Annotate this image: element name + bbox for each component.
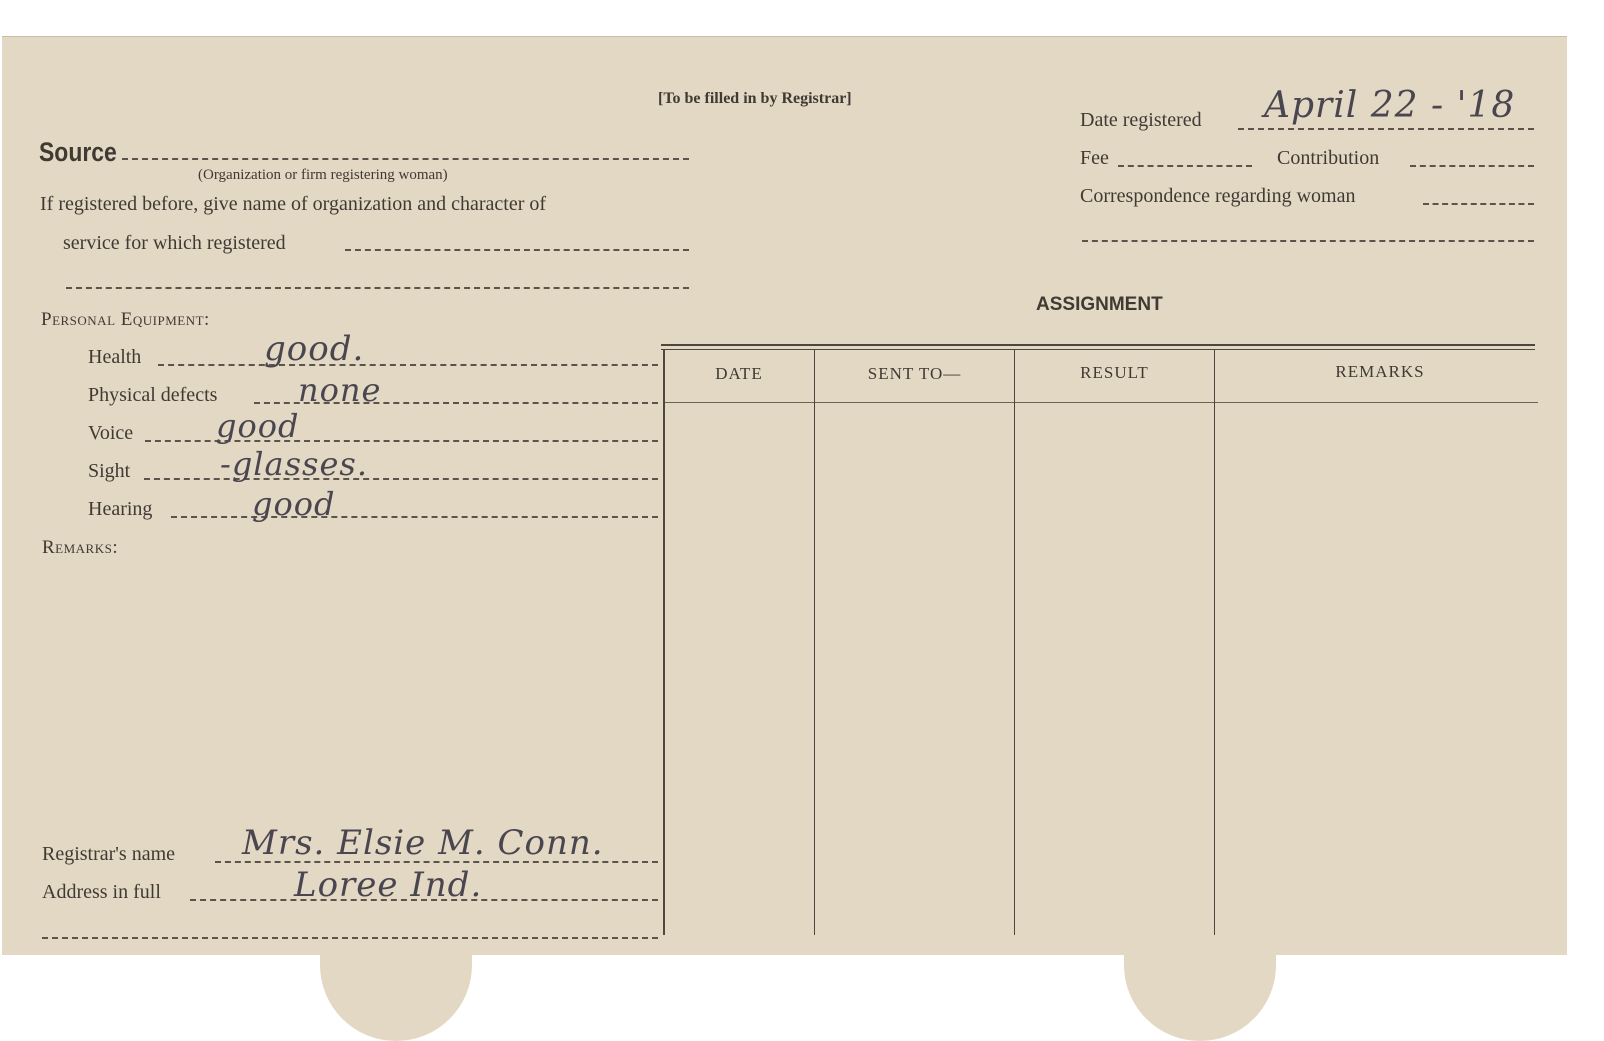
health-label: Health	[88, 346, 142, 368]
bottom-line	[42, 937, 658, 939]
physical-defects-value: none	[298, 371, 382, 409]
registrar-name-value: Mrs. Elsie M. Conn.	[242, 823, 604, 863]
column-date: DATE	[715, 364, 763, 383]
personal-equipment-heading: Personal Equipment:	[41, 309, 210, 330]
correspondence-label: Correspondence regarding woman	[1080, 185, 1356, 207]
assignment-col-line-1	[663, 349, 665, 935]
card-tab-left	[320, 955, 472, 1041]
prior-service-label: service for which registered	[63, 232, 286, 254]
prior-registration-label: If registered before, give name of organization and character of	[40, 193, 547, 215]
assignment-header-rule	[664, 402, 1538, 403]
prior-service-line-2	[66, 287, 689, 289]
prior-service-line	[345, 249, 689, 251]
voice-label: Voice	[88, 422, 134, 444]
fee-label: Fee	[1080, 147, 1109, 169]
date-registered-line	[1238, 128, 1534, 130]
date-registered-value: April 22 - '18	[1264, 85, 1516, 126]
address-value: Loree Ind.	[294, 865, 483, 905]
source-caption: (Organization or firm registering woman)	[198, 167, 448, 183]
assignment-col-line-4	[1214, 349, 1215, 935]
health-line	[158, 364, 658, 366]
fee-line	[1118, 165, 1252, 167]
contribution-line	[1410, 165, 1534, 167]
date-registered-label: Date registered	[1080, 109, 1202, 131]
hearing-value: good	[252, 485, 336, 523]
hearing-label: Hearing	[88, 498, 153, 520]
assignment-col-line-3	[1014, 349, 1015, 935]
source-label: Source	[39, 137, 117, 167]
assignment-top-rule-2	[661, 349, 1535, 350]
column-sent-to: SENT TO—	[867, 364, 962, 383]
correspondence-line-2	[1082, 240, 1534, 242]
assignment-title: ASSIGNMENT	[1036, 294, 1163, 315]
sight-label: Sight	[88, 460, 131, 482]
health-value: good.	[264, 329, 365, 369]
registration-card	[2, 36, 1567, 955]
assignment-top-rule	[661, 344, 1535, 346]
card-tab-right	[1124, 955, 1276, 1041]
sight-value: -glasses.	[220, 445, 368, 483]
contribution-label: Contribution	[1277, 147, 1380, 169]
voice-value: good	[216, 407, 300, 445]
registrar-note: [To be filled in by Registrar]	[658, 90, 852, 107]
registrar-name-label: Registrar's name	[42, 843, 176, 865]
assignment-col-line-2	[814, 349, 815, 935]
column-result: RESULT	[1080, 363, 1149, 382]
column-remarks: REMARKS	[1335, 362, 1425, 381]
correspondence-line	[1423, 203, 1534, 205]
remarks-label: Remarks:	[42, 537, 119, 558]
address-label: Address in full	[42, 881, 161, 903]
source-line	[122, 158, 689, 160]
hearing-line	[171, 516, 658, 518]
physical-defects-label: Physical defects	[88, 384, 218, 406]
